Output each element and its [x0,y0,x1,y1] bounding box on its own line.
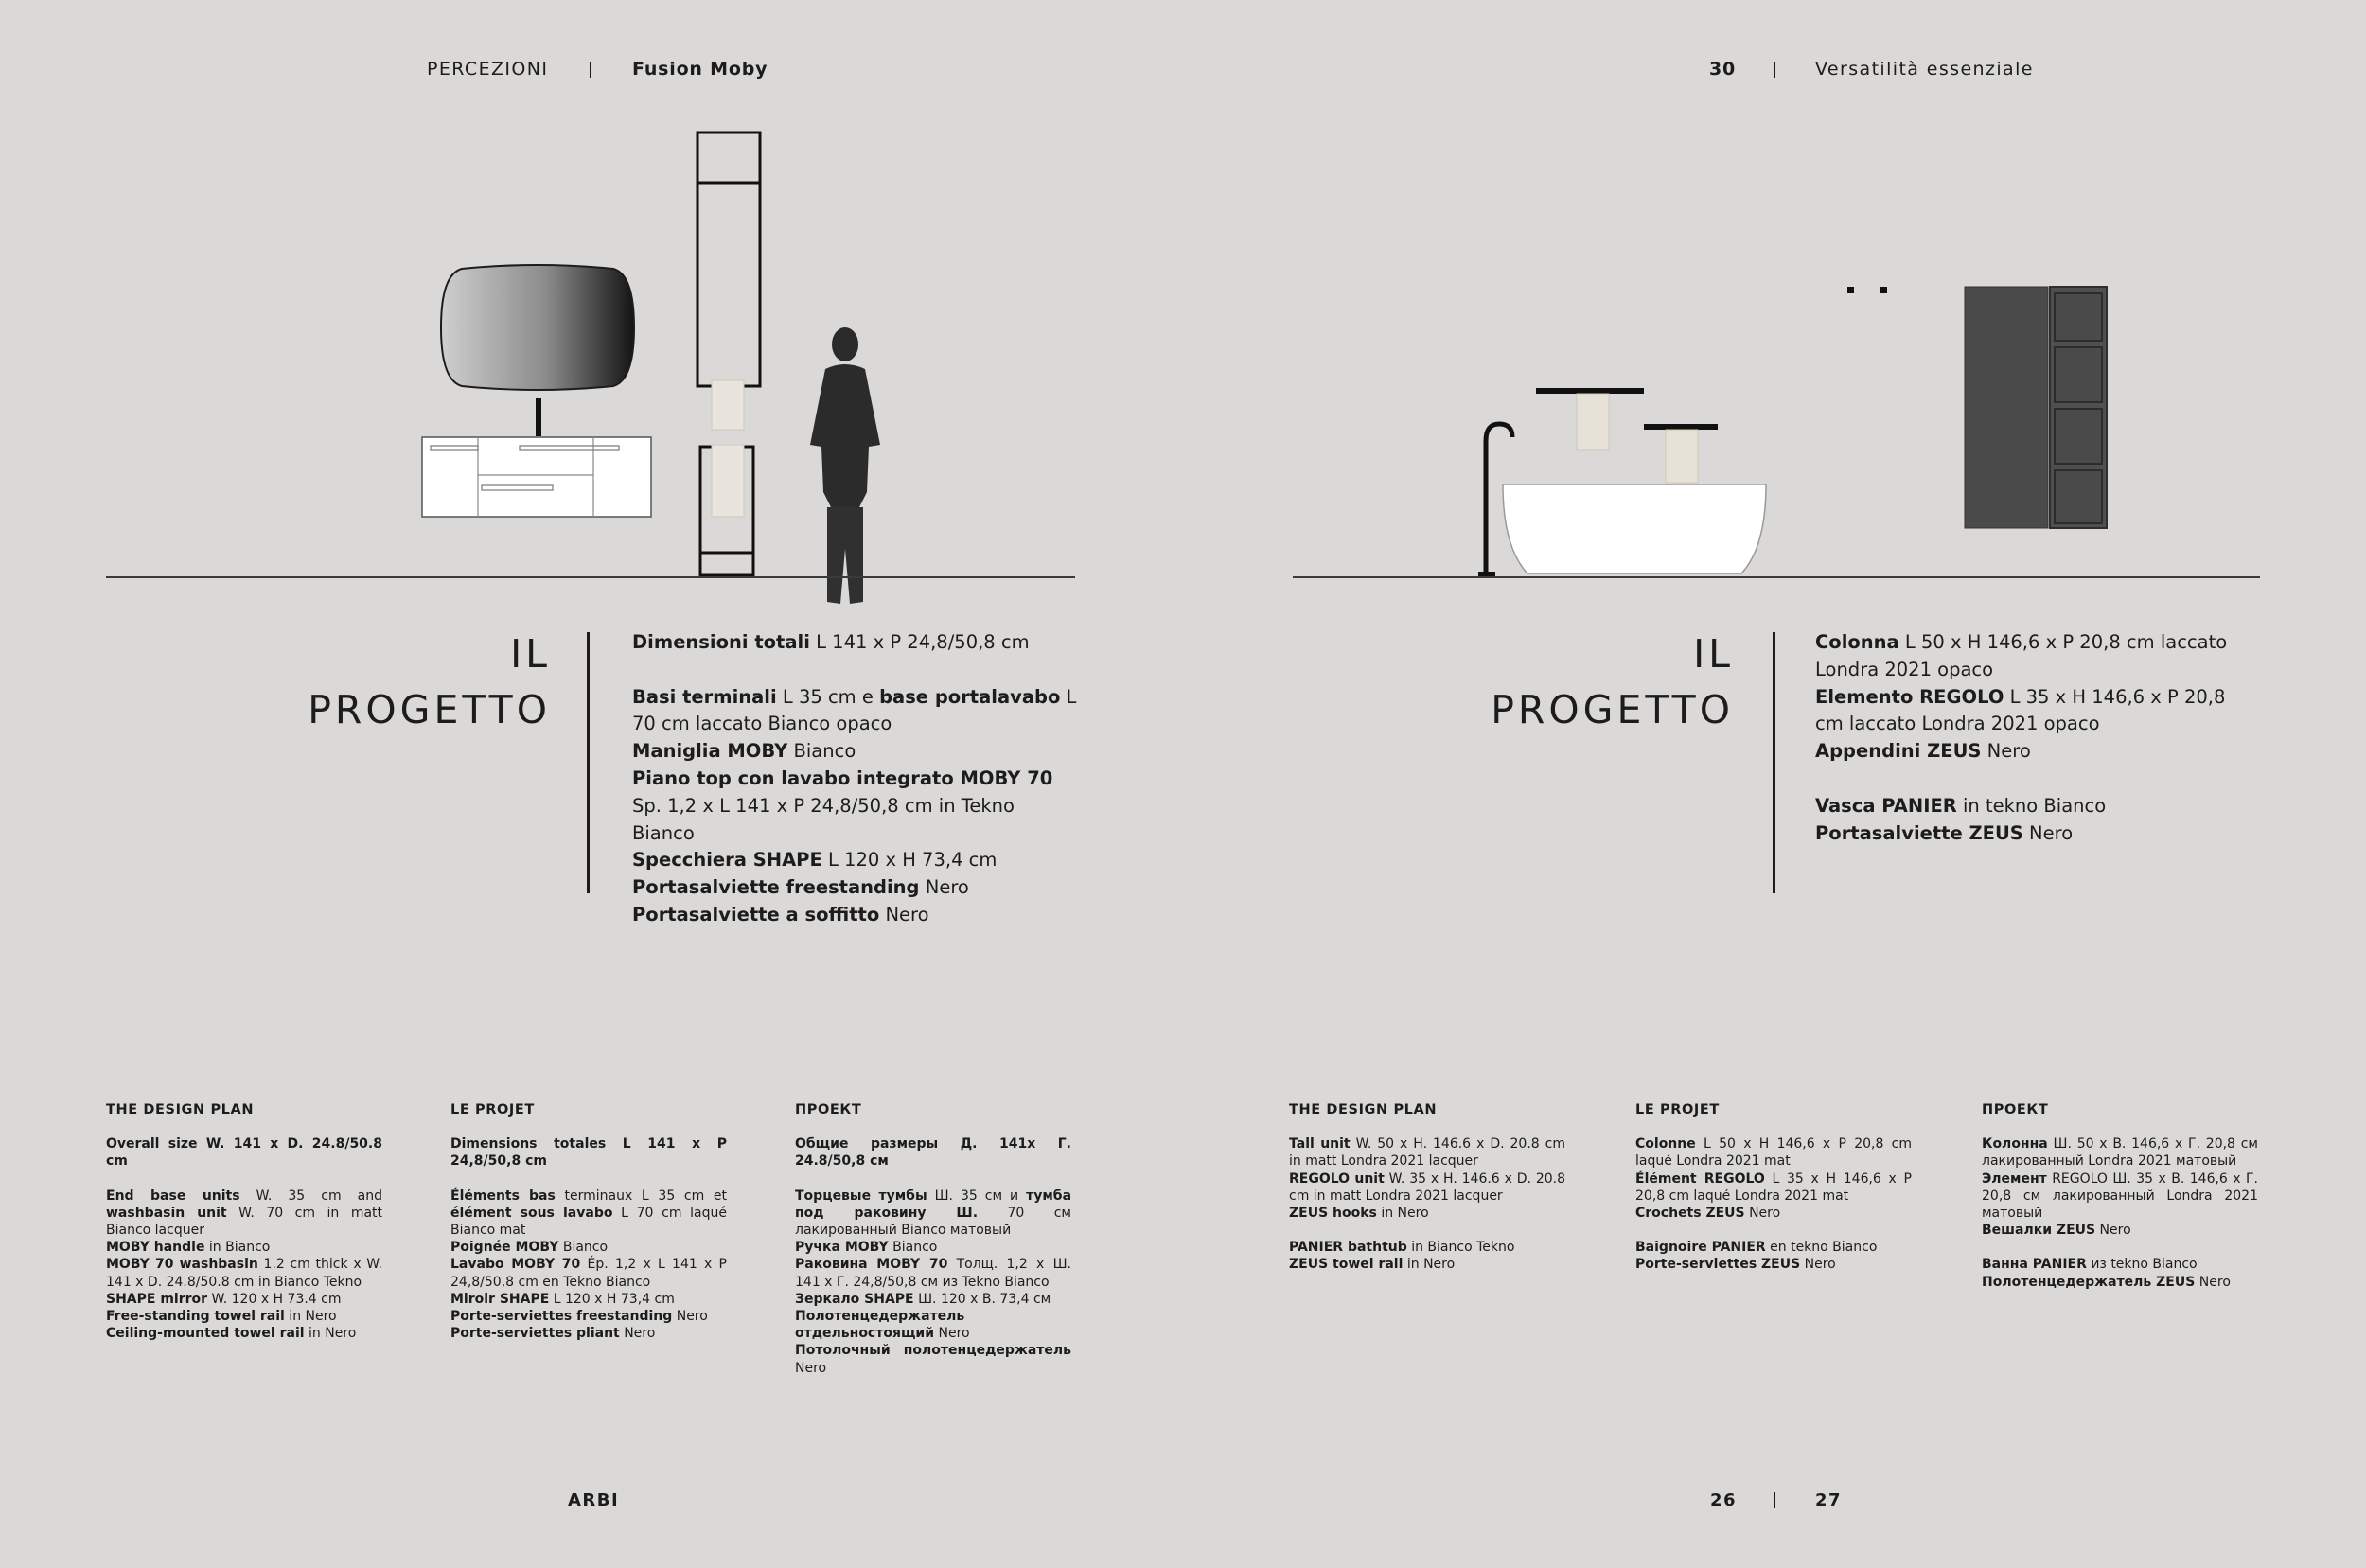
col-item: MOBY 70 washbasin 1.2 cm thick x W. 141 x D. 24.8/50.8 cm in Bianco Tekno [106,1257,382,1290]
spec-column: Colonna L 50 x H 146,6 x P 20,8 cm laccato Londra 2021 opaco [1815,631,2228,680]
col-item: Miroir SHAPE L 120 x H 73,4 cm [450,1291,675,1307]
col-item: Porte-serviettes pliant Nero [450,1326,656,1342]
left-title-divider [587,632,590,893]
spec-mirror: Specchiera SHAPE L 120 x H 73,4 cm [632,849,998,872]
col-item: Зеркало SHAPE Ш. 120 х В. 73,4 см [795,1291,1051,1307]
col-item: Потолочный полотенцедержатель Nero [795,1343,1071,1376]
footer-page-right: 27 [1815,1490,1843,1510]
header-page-number: 30 [1709,59,1737,79]
col-item: Вешалки ZEUS Nero [1982,1223,2131,1239]
col-item: Tall unit W. 50 x H. 146.6 x D. 20.8 cm in matt Londra 2021 lacquer [1289,1136,1566,1170]
spec-bathtub: Vasca PANIER in tekno Bianco [1815,794,2107,817]
spec-ceiling-rail: Portasalviette a soffitto Nero [632,903,929,925]
col-item: Overall size W. 141 x D. 24.8/50.8 cm [106,1136,382,1170]
spec-freestanding-rail: Portasalviette freestanding Nero [632,876,969,899]
woman-figure [810,327,880,604]
ceiling-towel-rail [697,132,760,430]
collection-title: Fusion Moby [632,59,768,79]
col-item: MOBY handle in Bianco [106,1240,271,1256]
footer-divider [1774,1492,1775,1508]
col-item: PANIER bathtub in Bianco Tekno [1289,1240,1515,1256]
regolo-element [2050,287,2107,528]
col-item: Baignoire PANIER en tekno Bianco [1635,1240,1878,1256]
spec-handle: Maniglia MOBY Bianco [632,740,856,763]
right-title-divider [1773,632,1775,893]
right-col-russian [1982,1101,2258,1291]
panier-bathtub [1503,484,1766,573]
left-col-french [450,1101,727,1342]
col-item: SHAPE mirror W. 120 x H 73.4 cm [106,1291,342,1307]
spec-regolo: Elemento REGOLO L 35 x H 146,6 x P 20,8 cm laccato Londra 2021 opaco [1815,685,2226,735]
section-name: PERCEZIONI [427,59,549,79]
column-heading: LE PROJET [450,1102,535,1118]
col-item: Полотенцедержатель отдельностоящий Nero [795,1309,970,1342]
column-heading: ПРОЕКТ [795,1102,862,1118]
col-item: REGOLO unit W. 35 x H. 146.6 x D. 20.8 cm in matt Londra 2021 lacquer [1289,1171,1566,1204]
left-page-title [284,626,551,738]
col-item: Dimensions totales L 141 x P 24,8/50,8 cm [450,1136,727,1170]
right-col-english [1289,1101,1565,1274]
spec-base-units: Basi terminali L 35 cm e base portalavabo L 70 cm laccato Bianco opaco [632,685,1077,735]
spec-total-size: Dimensioni totali L 141 x P 24,8/50,8 cm [632,631,1030,653]
col-item: Porte-serviettes ZEUS Nero [1635,1257,1836,1273]
footer-page-left: 26 [1710,1490,1738,1510]
col-item: Porte-serviettes freestanding Nero [450,1309,708,1325]
title-line-2: PROGETTO [308,687,551,732]
col-item: Lavabo MOBY 70 Ép. 1,2 x L 141 x P 24,8/50,8 cm en Tekno Bianco [450,1257,727,1290]
column-heading: THE DESIGN PLAN [106,1102,255,1118]
col-item: Ванна PANIER из tekno Bianco [1982,1257,2198,1273]
title-line-2: PROGETTO [1491,687,1734,732]
title-line-1: IL [1693,631,1734,677]
spec-washbasin-top: Piano top con lavabo integrato MOBY 70 Sp. 1,2 x L 141 x P 24,8/50,8 cm in Tekno Bianco [632,766,1053,844]
col-item: Crochets ZEUS Nero [1635,1206,1781,1222]
left-col-english [106,1101,382,1342]
col-item: Colonne L 50 x H 146,6 x P 20,8 cm laqué Londra 2021 mat [1635,1136,1912,1170]
tap [536,398,541,436]
left-col-russian [795,1101,1071,1377]
column-heading: THE DESIGN PLAN [1289,1102,1438,1118]
col-item: Élément REGOLO L 35 x H 146,6 x P 20,8 cm laqué Londra 2021 mat [1635,1171,1912,1204]
col-item: Éléments bas terminaux L 35 cm et élément sous lavabo L 70 cm laqué Bianco mat [450,1188,728,1239]
left-spec-list [632,629,1077,929]
footer-brand: ARBI [568,1490,620,1510]
freestanding-towel-rail [700,445,753,575]
col-item: Торцевые тумбы Ш. 35 см и тумба под раковину Ш. 70 см лакированный Bianco матовый [795,1188,1072,1239]
right-col-french [1635,1101,1912,1274]
zeus-towel-rails [1536,388,1718,483]
spec-hooks: Appendini ZEUS Nero [1815,740,2031,763]
col-item: Ручка MOBY Bianco [795,1240,938,1256]
col-item: Poignée MOBY Bianco [450,1240,609,1256]
col-item: Полотенцедержатель ZEUS Nero [1982,1274,2231,1290]
col-item: Ceiling-mounted towel rail in Nero [106,1326,357,1342]
col-item: End base units W. 35 cm and washbasin unit W. 70 cm in matt Bianco lacquer [106,1188,383,1239]
col-item: ZEUS towel rail in Nero [1289,1257,1456,1273]
tall-column [1965,287,2048,528]
shape-mirror [441,265,634,390]
col-item: Раковина MOBY 70 Толщ. 1,2 х Ш. 141 х Г. 24,8/50,8 см из Tekno Bianco [795,1257,1071,1290]
column-heading: ПРОЕКТ [1982,1102,2049,1118]
header-subtitle: Versatilità essenziale [1815,59,2034,79]
col-item: Элемент REGOLO Ш. 35 х В. 146,6 х Г. 20,8 см лакированный Londra 2021 матовый [1982,1171,2258,1222]
col-item: Общие размеры Д. 141х Г. 24.8/50,8 см [795,1136,1071,1170]
zeus-hooks [1847,287,1887,293]
column-heading: LE PROJET [1635,1102,1720,1118]
title-line-1: IL [510,631,551,677]
vanity-unit [422,437,651,517]
right-spec-list [1815,629,2251,847]
col-item: Колонна Ш. 50 х В. 146,6 х Г. 20,8 см лакированный Londra 2021 матовый [1982,1136,2258,1170]
spec-towel-rail: Portasalviette ZEUS Nero [1815,821,2074,844]
col-item: Free-standing towel rail in Nero [106,1309,337,1325]
col-item: ZEUS hooks in Nero [1289,1206,1429,1222]
right-page-title [1467,626,1734,738]
